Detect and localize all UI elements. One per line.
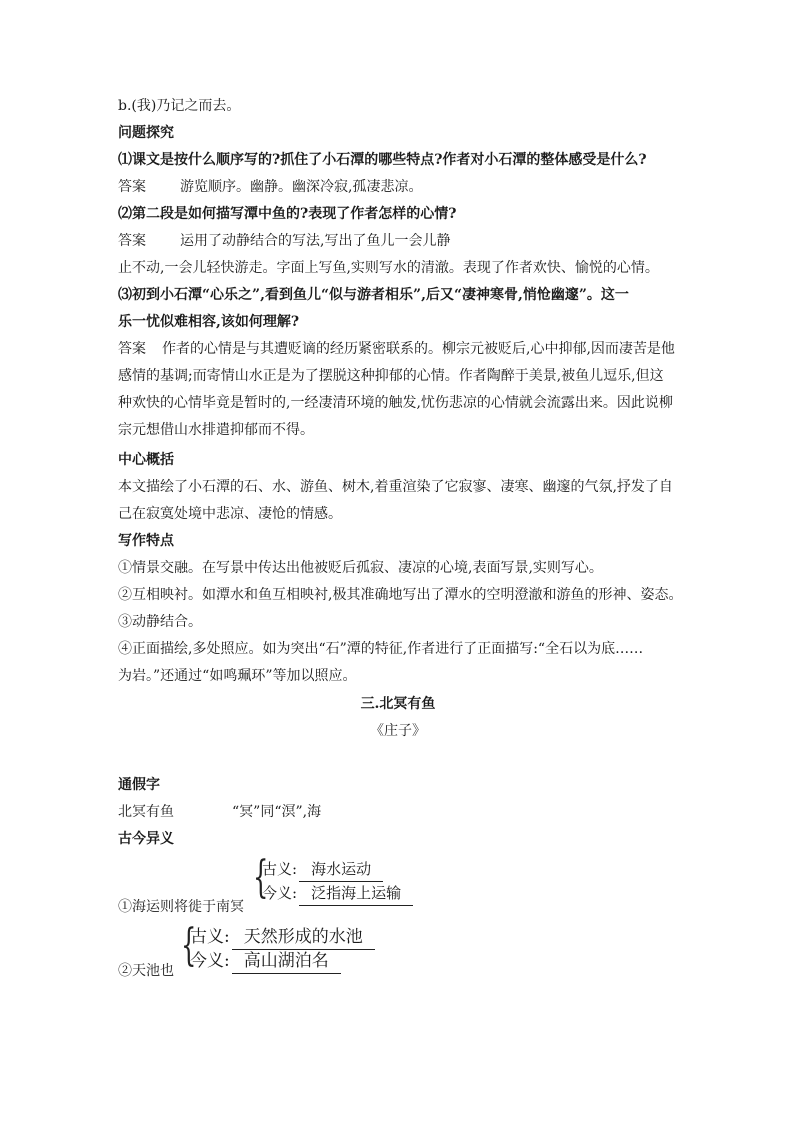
text-line: 为岩。”还通过“如鸣珮环”等加以照应。 [118,668,357,684]
section-author: 《庄子》 [370,723,426,739]
jin-label: 今义: [190,951,230,971]
answer-text: 作者的心情是与其遭贬谪的经历紧密联系的。柳宗元被贬后,心中抑郁,因而凄苦是他 [162,341,675,357]
glossary-phrase: ②天池也 [118,963,174,979]
answer-3 [118,338,678,360]
text-line: b.(我)乃记之而去。 [118,98,241,114]
gu-label: 古义: [190,927,230,947]
text-line: 己在寂寞处境中悲凉、凄怆的情感。 [118,506,342,522]
brace-icon: { [253,852,269,903]
question-3: ⑶初到小石潭“心乐之”,看到鱼儿“似与游者相乐”,后又“凄神寒骨,悄怆幽邃”。这一 [118,287,629,303]
answer-label: 答案 [118,179,146,195]
text-line: ②互相映衬。如潭水和鱼互相映衬,极其准确地写出了潭水的空明澄澈和游鱼的形神、姿态。 [118,587,683,603]
section-heading-gujin: 古今异义 [118,831,174,847]
tongjia-word: 北冥有鱼 [118,804,174,820]
gu-meaning: 海水运动 [299,858,383,882]
text-line: 感情的基调;而寄情山水正是为了摆脱这种抑郁的心情。作者陶醉于美景,被鱼儿逗乐,但这 [118,368,664,384]
text-line: ①情景交融。在写景中传达出他被贬后孤寂、凄凉的心境,表面写景,实则写心。 [118,560,603,576]
question-2: ⑵第二段是如何描写潭中鱼的?表现了作者怎样的心情? [118,206,457,222]
jin-label: 今义: [262,884,298,902]
answer-1 [118,176,678,198]
brace-icon: { [181,920,197,971]
jin-meaning: 泛指海上运输 [299,882,413,906]
glossary-phrase: ①海运则将徙于南冥 [118,899,244,915]
question-1: ⑴课文是按什么顺序写的?抓住了小石潭的哪些特点?作者对小石潭的整体感受是什么? [118,152,647,168]
question-3-cont: 乐一忧似难相容,该如何理解? [118,314,300,330]
jin-meaning-row [262,882,413,906]
section-heading-wenti: 问题探究 [118,125,174,141]
answer-2 [118,230,678,252]
section-heading-tongjia: 通假字 [118,777,160,793]
gu-meaning: 天然形成的水池 [232,926,375,950]
text-line: 宗元想借山水排遣抑郁而不得。 [118,422,314,438]
text-line: 种欢快的心情毕竟是暂时的,一经凄清环境的触发,忧伤悲凉的心情就会流露出来。因此说柳 [118,395,673,411]
tongjia-entry [118,801,678,823]
answer-label: 答案 [118,341,146,357]
section-heading-zhongxin: 中心概括 [118,452,174,468]
text-line: ④正面描绘,多处照应。如为突出“石”潭的特征,作者进行了正面描写:“全石以为底…… [118,641,644,657]
text-line: 止不动,一会儿轻快游走。字面上写鱼,实则写水的清澈。表现了作者欢快、愉悦的心情。 [118,260,659,276]
answer-text: 游览顺序。幽静。幽深冷寂,孤凄悲凉。 [180,179,423,195]
jin-meaning-row [190,950,341,974]
answer-label: 答案 [118,233,146,249]
jin-meaning: 高山湖泊名 [232,950,341,974]
section-heading-xiezuo: 写作特点 [118,533,174,549]
gu-meaning-row [262,858,383,882]
answer-text: 运用了动静结合的写法,写出了鱼儿一会儿静 [180,233,451,249]
gu-label: 古义: [262,860,298,878]
text-line: ③动静结合。 [118,614,202,630]
text-line: 本文描绘了小石潭的石、水、游鱼、树木,着重渲染了它寂寥、凄寒、幽邃的气氛,抒发了自 [118,479,673,495]
section-title: 三.北冥有鱼 [360,696,436,712]
gu-meaning-row [190,926,375,950]
tongjia-note: “冥”同“溟”,海 [232,804,322,820]
